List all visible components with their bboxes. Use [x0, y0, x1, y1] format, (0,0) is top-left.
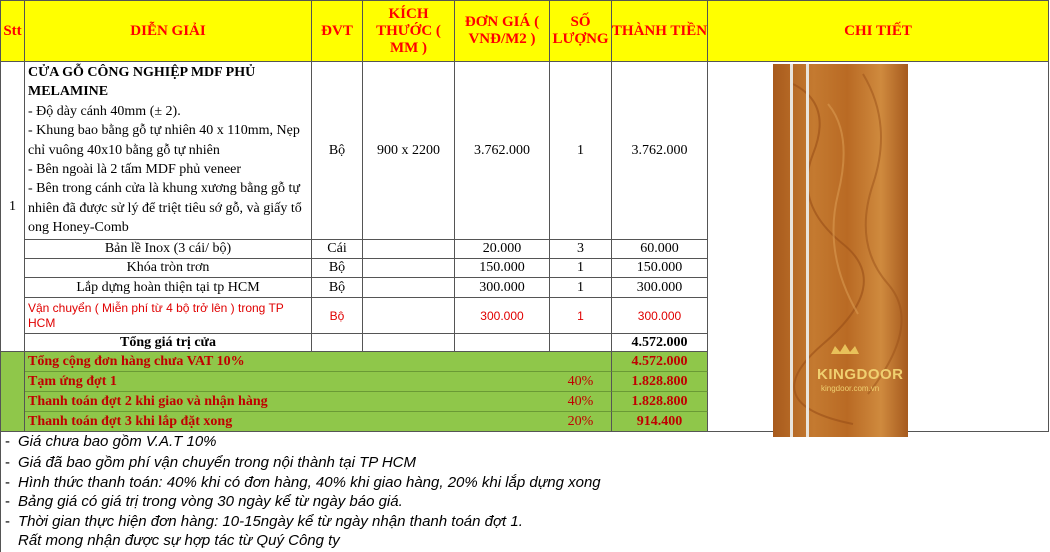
main-item-size: 900 x 2200	[363, 62, 455, 240]
main-item-description	[25, 62, 312, 240]
item-price: 150.000	[455, 259, 550, 278]
item-qty: 1	[550, 259, 612, 278]
brand-tagline: kingdoor.com.vn	[821, 384, 880, 393]
door-total-dvt	[312, 334, 363, 352]
door-total-price	[455, 334, 550, 352]
summary-value: 1.828.800	[612, 392, 708, 412]
header-kich-thuoc: KÍCH THƯỚC ( MM )	[363, 0, 455, 62]
item-name: Lắp dựng hoàn thiện tại tp HCM	[25, 278, 312, 298]
brand-name: KINGDOOR	[817, 366, 904, 383]
main-item-total: 3.762.000	[612, 62, 708, 240]
item-name: Khóa tròn trơn	[25, 259, 312, 278]
shipping-total: 300.000	[612, 298, 708, 334]
item-size	[363, 259, 455, 278]
header-don-gia: ĐƠN GIÁ ( VNĐ/M2 )	[455, 0, 550, 62]
note-bullet: -	[5, 493, 10, 510]
note-line: Bảng giá có giá trị trong vòng 30 ngày kể từ ngày báo giá.	[18, 493, 403, 510]
summary-value: 914.400	[612, 412, 708, 432]
main-item-detail: - Bên ngoài là 2 tấm MDF phủ veneer	[28, 162, 242, 178]
note-line: Rất mong nhận được sự hợp tác từ Quý Công ty	[18, 532, 340, 549]
item-qty: 1	[550, 278, 612, 298]
item-dvt: Bộ	[312, 278, 363, 298]
item-size	[363, 278, 455, 298]
shipping-qty: 1	[550, 298, 612, 334]
note-bullet: -	[5, 474, 10, 491]
main-item-detail: - Bên trong cánh cửa là khung xương bằng gỗ tự nhiên đã được sử lý để triệt tiêu sớ gỗ, và giấy tổ ong Honey-Comb	[28, 181, 302, 236]
item-total: 300.000	[612, 278, 708, 298]
item-total: 150.000	[612, 259, 708, 278]
shipping-dvt: Bộ	[312, 298, 363, 334]
note-line: Hình thức thanh toán: 40% khi có đơn hàng, 40% khi giao hàng, 20% khi lắp dựng xong	[18, 474, 601, 491]
note-line: Giá đã bao gồm phí vận chuyển trong nội thành tại TP HCM	[18, 454, 417, 471]
item-dvt: Cái	[312, 240, 363, 259]
item-name: Bản lề Inox (3 cái/ bộ)	[25, 240, 312, 259]
item-dvt: Bộ	[312, 259, 363, 278]
door-total-value: 4.572.000	[612, 334, 708, 352]
door-total-label: Tổng giá trị cửa	[25, 334, 312, 352]
summary-pct: 40%	[550, 372, 612, 392]
door-total-size	[363, 334, 455, 352]
item-price: 300.000	[455, 278, 550, 298]
summary-pct	[550, 352, 612, 372]
summary-pct: 40%	[550, 392, 612, 412]
note-line: Giá chưa bao gồm V.A.T 10%	[18, 433, 217, 450]
main-item-qty: 1	[550, 62, 612, 240]
summary-value: 1.828.800	[612, 372, 708, 392]
summary-label: Tạm ứng đợt 1	[25, 372, 550, 392]
main-item-price: 3.762.000	[455, 62, 550, 240]
header-dien-giai: DIỄN GIẢI	[25, 0, 312, 62]
summary-stt	[0, 352, 25, 432]
item-total: 60.000	[612, 240, 708, 259]
main-item-title: CỬA GỖ CÔNG NGHIỆP MDF PHỦ MELAMINE	[28, 65, 256, 100]
summary-label: Thanh toán đợt 3 khi lắp đặt xong	[25, 412, 550, 432]
header-thanh-tien: THÀNH TIỀN	[612, 0, 708, 62]
summary-pct: 20%	[550, 412, 612, 432]
note-line: Thời gian thực hiện đơn hàng: 10-15ngày kể từ ngày nhận thanh toán đợt 1.	[18, 513, 523, 530]
note-bullet: -	[5, 513, 10, 530]
main-item-detail: - Độ dày cánh 40mm (± 2).	[28, 103, 181, 119]
shipping-price: 300.000	[455, 298, 550, 334]
header-so-luong: SỐ LƯỢNG	[550, 0, 612, 62]
summary-label: Thanh toán đợt 2 khi giao và nhận hàng	[25, 392, 550, 412]
shipping-name: Vận chuyển ( Miễn phí từ 4 bộ trở lên ) trong TP HCM	[25, 298, 312, 334]
door-total-qty	[550, 334, 612, 352]
header-chi-tiet: CHI TIẾT	[708, 0, 1049, 62]
summary-value: 4.572.000	[612, 352, 708, 372]
item-qty: 3	[550, 240, 612, 259]
item-price: 20.000	[455, 240, 550, 259]
note-bullet: -	[5, 433, 10, 450]
row-stt: 1	[0, 62, 25, 352]
note-bullet: -	[5, 454, 10, 471]
item-size	[363, 240, 455, 259]
header-dvt: ĐVT	[312, 0, 363, 62]
main-item-detail: - Khung bao bằng gỗ tự nhiên 40 x 110mm, Nẹp chỉ vuông 40x10 bằng gỗ tự nhiên	[28, 123, 300, 158]
shipping-size	[363, 298, 455, 334]
door-image	[773, 64, 908, 437]
summary-label: Tổng cộng đơn hàng chưa VAT 10%	[25, 352, 550, 372]
notes-left-border	[0, 432, 1, 552]
main-item-dvt: Bộ	[312, 62, 363, 240]
header-stt: Stt	[0, 0, 25, 62]
